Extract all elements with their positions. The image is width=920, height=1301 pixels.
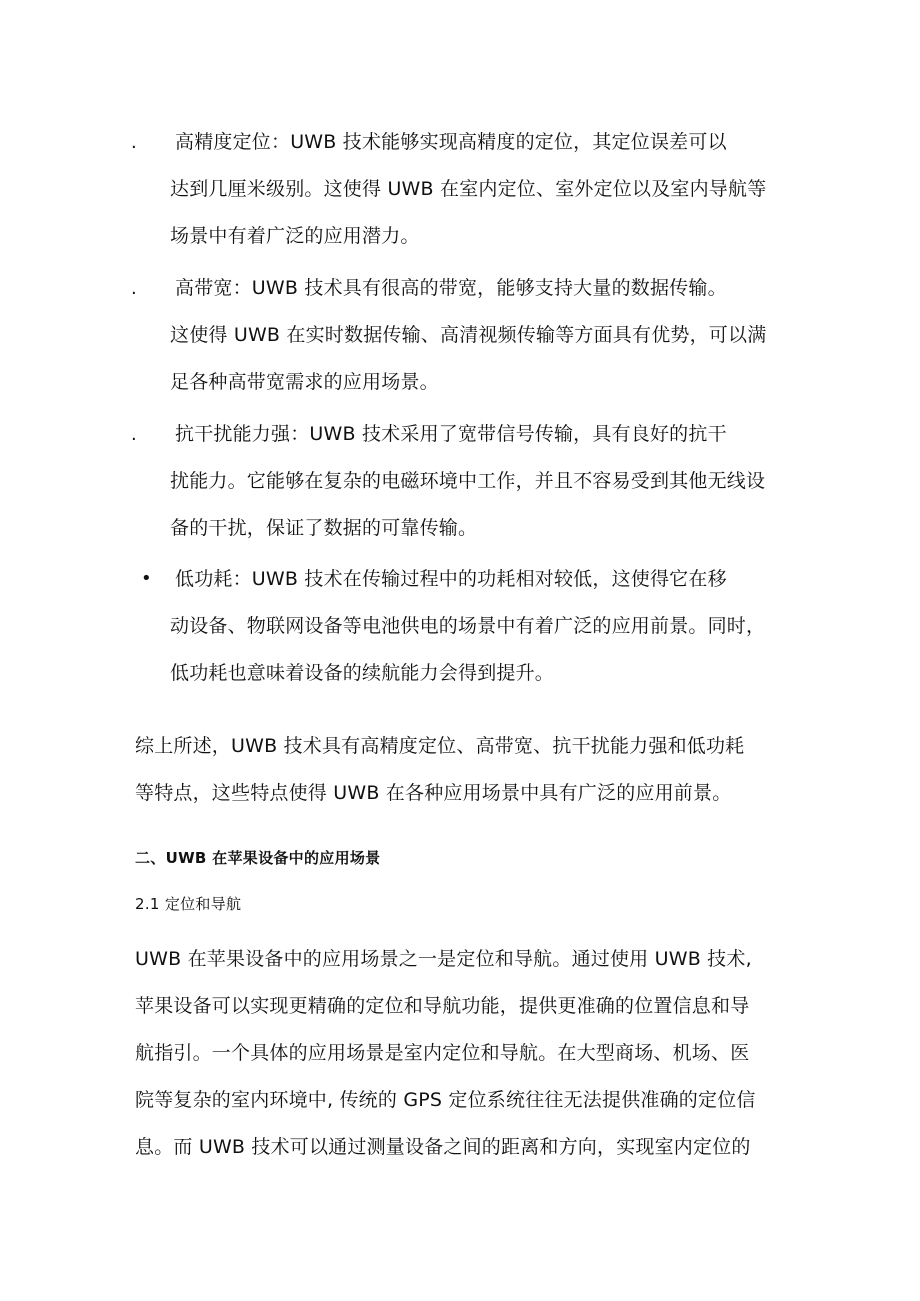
body-line: 院等复杂的室内环境中, 传统的 GPS 定位系统往往无法提供准确的定位信 bbox=[135, 1089, 756, 1111]
bullet-line: 低功耗也意味着设备的续航能力会得到提升。 bbox=[170, 662, 555, 684]
bullet-line: 备的干扰，保证了数据的可靠传输。 bbox=[170, 517, 478, 539]
bullet-marker: . bbox=[131, 132, 137, 153]
bullet-line: 场景中有着广泛的应用潜力。 bbox=[170, 225, 420, 247]
bullet-line: 高带宽：UWB 技术具有很高的带宽，能够支持大量的数据传输。 bbox=[175, 277, 727, 299]
bullet-line: 扰能力。它能够在复杂的电磁环境中工作，并且不容易受到其他无线设 bbox=[170, 470, 766, 492]
subsection-heading: 2.1 定位和导航 bbox=[135, 895, 242, 913]
bullet-line: 达到几厘米级别。这使得 UWB 在室内定位、室外定位以及室内导航等 bbox=[170, 178, 767, 200]
bullet-marker: . bbox=[131, 424, 137, 445]
summary-line: 综上所述，UWB 技术具有高精度定位、高带宽、抗干扰能力强和低功耗 bbox=[135, 735, 745, 757]
body-line: 航指引。一个具体的应用场景是室内定位和导航。在大型商场、机场、医 bbox=[135, 1042, 750, 1064]
section-heading: 二、UWB 在苹果设备中的应用场景 bbox=[135, 849, 381, 867]
bullet-marker: . bbox=[131, 278, 137, 299]
bullet-line: 这使得 UWB 在实时数据传输、高清视频传输等方面具有优势，可以满 bbox=[170, 324, 767, 346]
bullet-line: 低功耗：UWB 技术在传输过程中的功耗相对较低，这使得它在移 bbox=[175, 568, 727, 590]
bullet-line: 足各种高带宽需求的应用场景。 bbox=[170, 371, 439, 393]
body-line: 苹果设备可以实现更精确的定位和导航功能，提供更准确的位置信息和导 bbox=[135, 995, 750, 1017]
summary-line: 等特点，这些特点使得 UWB 在各种应用场景中具有广泛的应用前景。 bbox=[135, 782, 732, 804]
bullet-line: 高精度定位：UWB 技术能够实现高精度的定位，其定位误差可以 bbox=[175, 131, 727, 153]
body-line: 息。而 UWB 技术可以通过测量设备之间的距离和方向，实现室内定位的 bbox=[135, 1136, 751, 1158]
bullet-line: 抗干扰能力强：UWB 技术采用了宽带信号传输，具有良好的抗干 bbox=[175, 423, 727, 445]
bullet-line: 动设备、物联网设备等电池供电的场景中有着广泛的应用前景。同时， bbox=[170, 615, 766, 637]
bullet-marker: • bbox=[141, 568, 152, 589]
body-line: UWB 在苹果设备中的应用场景之一是定位和导航。通过使用 UWB 技术, bbox=[135, 948, 752, 970]
